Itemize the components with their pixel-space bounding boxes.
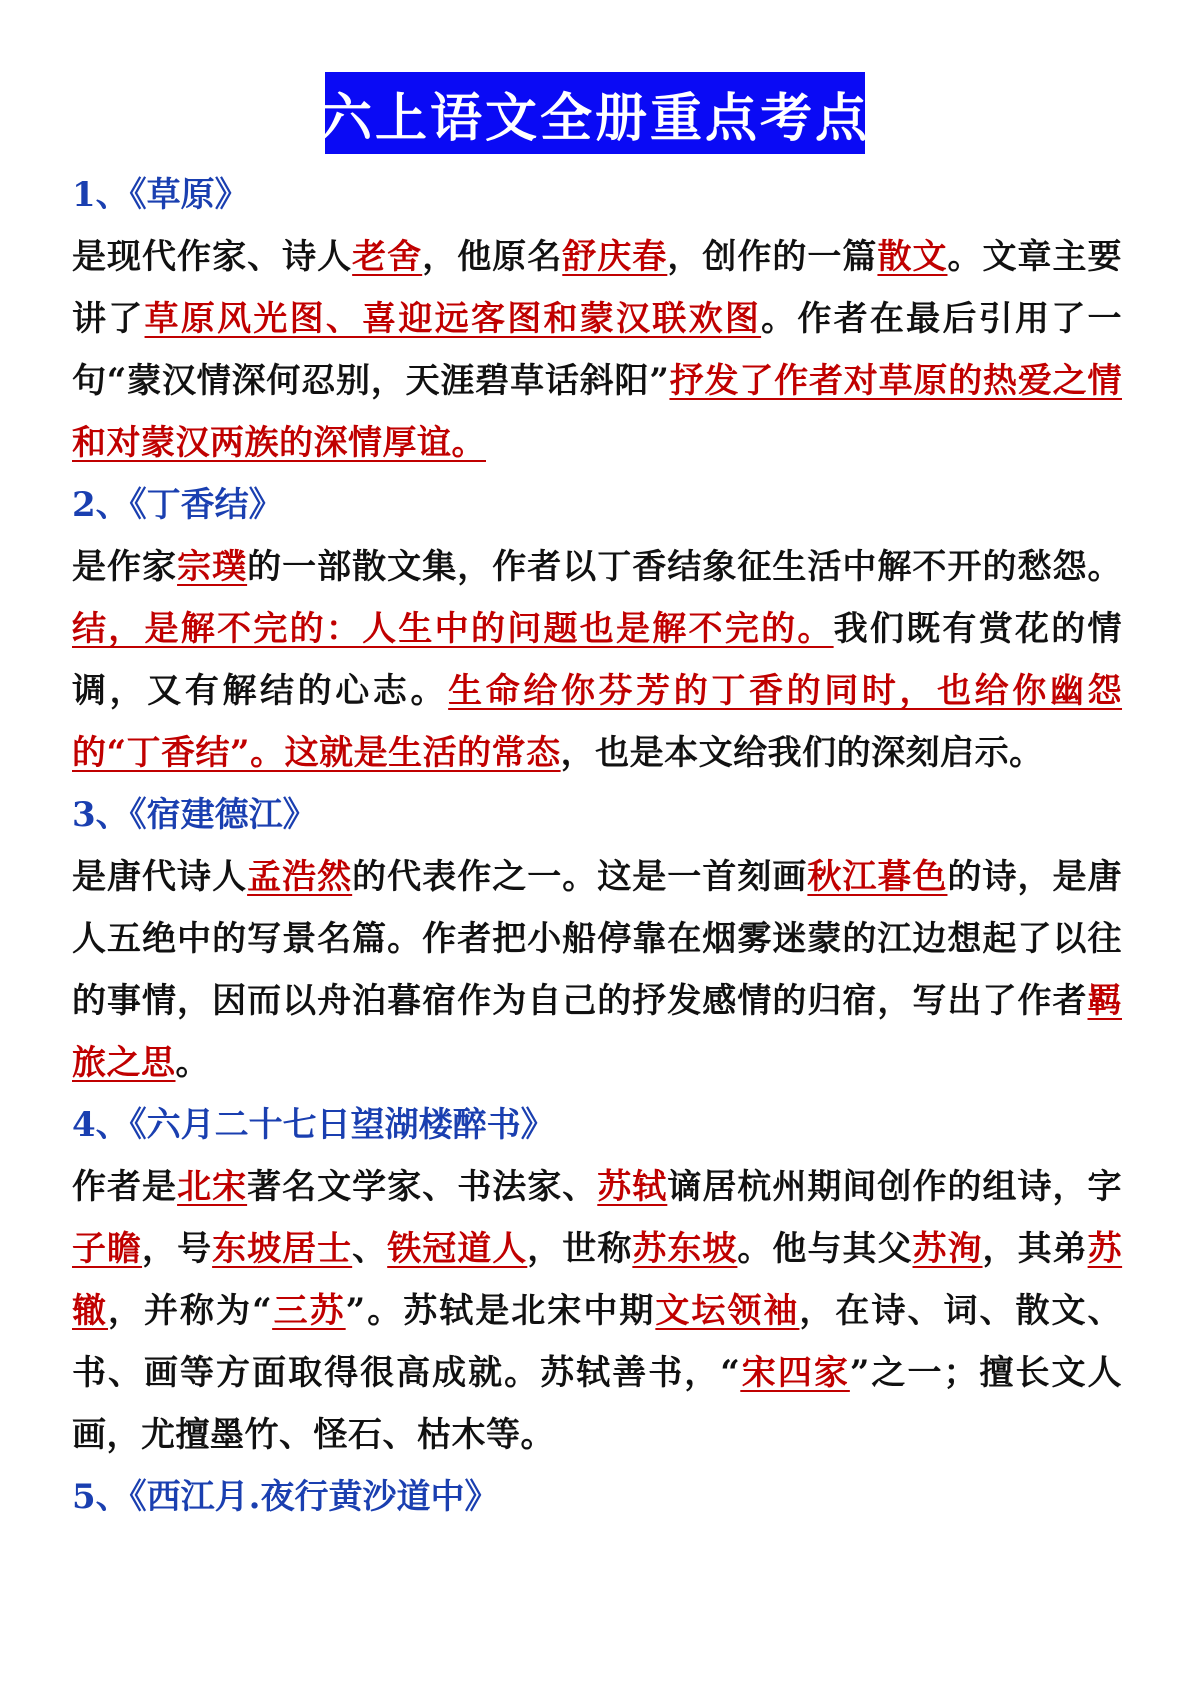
text-segment: 谪居杭州期间创作的组诗，字 — [667, 1167, 1123, 1207]
text-segment: 是唐代诗人 — [72, 857, 248, 897]
key-point: 苏东坡 — [632, 1229, 738, 1269]
section-paragraph-3 — [72, 846, 1122, 1094]
key-point: 宗璞 — [177, 547, 248, 587]
text-segment: ，也是本文给我们的深刻启示。 — [560, 733, 1044, 773]
key-point: 铁冠道人 — [387, 1229, 528, 1269]
text-segment: 。他与其父 — [737, 1229, 913, 1269]
text-segment: 作者是 — [72, 1167, 178, 1207]
key-point: 苏洵 — [912, 1229, 983, 1269]
text-segment: 的诗，是唐人五绝中的写景名篇。作者把小船停靠在烟雾迷蒙的江边想起了以往的事情，因而以舟泊暮宿作为自己的抒发感情的归宿，写出了作者 — [72, 857, 1123, 1021]
section-paragraph-2 — [72, 536, 1122, 784]
key-point: 羁旅之思 — [72, 981, 1122, 1083]
text-segment: ”。苏轼是北宋中期 — [345, 1291, 656, 1331]
text-segment: ，其弟 — [982, 1229, 1088, 1269]
section-heading-4: 4、《六月二十七日望湖楼醉书》 — [72, 1105, 555, 1145]
title-banner — [320, 72, 871, 154]
key-point: 文坛领袖 — [655, 1291, 800, 1331]
key-point: 结，是解不完的：人生中的问题也是解不完的。 — [72, 609, 834, 649]
key-point: 舒庆春 — [562, 237, 668, 277]
key-point: 生命给你芬芳的丁香的同时，也给你幽怨的“丁香结”。这就是生活的常态 — [72, 671, 1123, 773]
text-segment: 的一部散文集，作者以丁香结象征生活中解不开的愁怨。 — [247, 547, 1123, 587]
text-segment: 是现代作家、诗人 — [72, 237, 353, 277]
section-paragraph-1 — [72, 226, 1122, 474]
key-point: 苏轼 — [597, 1167, 668, 1207]
key-point: 抒发了作者对草原的热爱之情和对蒙汉两族的深情厚谊。 — [72, 361, 1122, 463]
section-heading-3: 3、《宿建德江》 — [72, 795, 317, 835]
text-segment: ，创作的一篇 — [667, 237, 878, 277]
key-point: 东坡居士 — [212, 1229, 353, 1269]
section-paragraph-4 — [72, 1156, 1122, 1466]
text-segment: ，在诗、词、散文、书、画等方面取得很高成就。苏轼善书，“ — [72, 1291, 1123, 1393]
section-heading-2: 2、《丁香结》 — [72, 485, 283, 525]
text-segment: 我们既有赏花的情调，又有解结的心志。 — [72, 609, 1122, 711]
section-heading-1: 1、《草原》 — [72, 175, 249, 215]
key-point: 孟浩然 — [247, 857, 353, 897]
key-point: 苏辙 — [72, 1229, 1123, 1331]
text-segment: 著名文学家、书法家、 — [247, 1167, 598, 1207]
text-segment: 是作家 — [72, 547, 178, 587]
text-segment: ，世称 — [527, 1229, 633, 1269]
text-segment: ，他原名 — [422, 237, 563, 277]
text-segment: 。文章主要讲了 — [72, 237, 1123, 339]
key-point: 宋四家 — [740, 1353, 850, 1393]
key-point: 老舍 — [352, 237, 423, 277]
text-segment: 、 — [352, 1229, 388, 1269]
text-segment: 。 — [175, 1043, 210, 1083]
text-segment: ，号 — [142, 1229, 213, 1269]
key-point: 散文 — [877, 237, 948, 277]
key-point: 北宋 — [177, 1167, 248, 1207]
text-segment: ”之一；擅长文人画，尤擅墨竹、怪石、枯木等。 — [72, 1353, 1123, 1455]
key-point: 三苏 — [272, 1291, 346, 1331]
document-body — [72, 164, 1122, 1528]
text-segment: ，并称为“ — [108, 1291, 273, 1331]
section-heading-5: 5、《西江月.夜行黄沙道中》 — [72, 1477, 499, 1517]
key-point: 草原风光图、喜迎远客图和蒙汉联欢图 — [144, 299, 762, 339]
key-point: 子瞻 — [72, 1229, 143, 1269]
key-point: 秋江暮色 — [807, 857, 948, 897]
text-segment: 。作者在最后引用了一句“蒙汉情深何忍别，天涯碧草话斜阳” — [72, 299, 1123, 401]
text-segment: 的代表作之一。这是一首刻画 — [352, 857, 808, 897]
page-title: 六上语文全册重点考点 — [320, 87, 871, 149]
